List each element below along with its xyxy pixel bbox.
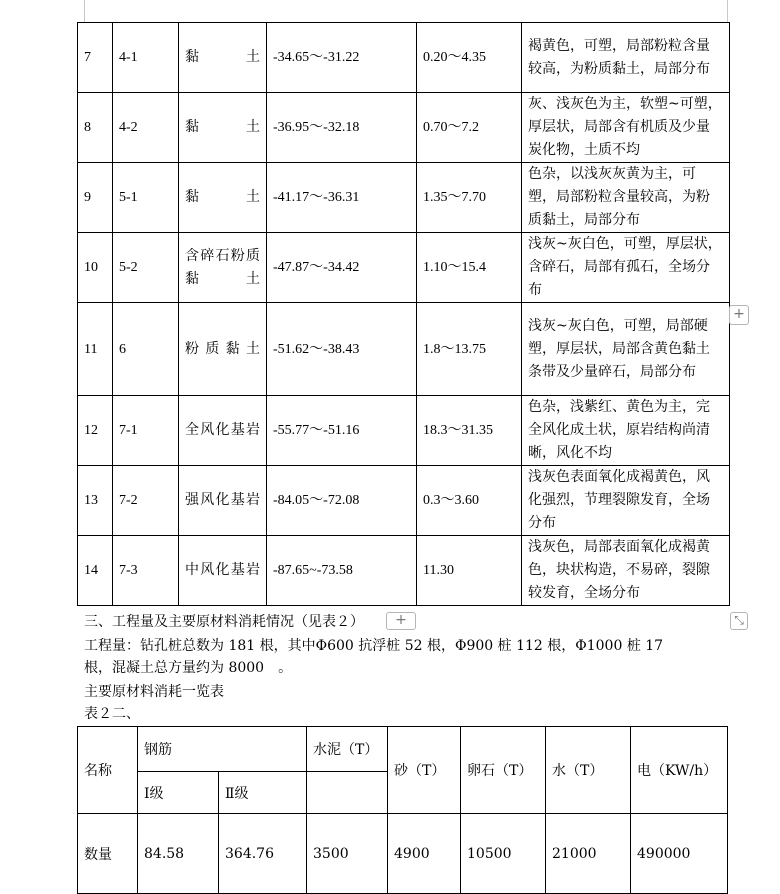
header-water: 水（T） bbox=[546, 727, 631, 814]
elevation-range: -51.62～-38.43 bbox=[267, 303, 417, 396]
layer-id: 5-2 bbox=[113, 233, 179, 303]
row-number: 9 bbox=[78, 163, 113, 233]
soil-description: 灰、浅灰色为主，软塑~可塑，厚层状，局部含有机质及少量炭化物，土质不均 bbox=[522, 93, 730, 163]
elevation-range: -47.87～-34.42 bbox=[267, 233, 417, 303]
soil-table-body bbox=[78, 23, 730, 606]
soil-description: 浅灰色，局部表面氧化成褐黄色，块状构造，不易碎，裂隙较发育，全场分布 bbox=[522, 536, 730, 606]
soil-name: 粉质黏土 bbox=[179, 303, 267, 396]
header-steel-grade1: Ⅰ级 bbox=[138, 772, 219, 814]
quantity-paragraph-line2: 根，混凝土总方量约为 8000 。 bbox=[84, 660, 293, 676]
row-number: 13 bbox=[78, 466, 113, 536]
value-cement: 3500 bbox=[307, 814, 388, 894]
row-number: 7 bbox=[78, 23, 113, 93]
soil-name: 中风化基岩 bbox=[179, 536, 267, 606]
soil-layer-table bbox=[77, 22, 730, 606]
soil-name: 全风化基岩 bbox=[179, 396, 267, 466]
table-row bbox=[78, 303, 730, 396]
header-steel: 钢筋 bbox=[138, 727, 307, 772]
soil-name: 黏土 bbox=[179, 23, 267, 93]
add-column-button[interactable]: + bbox=[386, 612, 416, 630]
table-row bbox=[78, 536, 730, 606]
soil-description: 浅灰~灰白色，可塑，局部硬塑，厚层状，局部含黄色黏土条带及少量碎石，局部分布 bbox=[522, 303, 730, 396]
value-sand: 4900 bbox=[388, 814, 461, 894]
thickness-range: 1.35～7.70 bbox=[417, 163, 522, 233]
layer-id: 6 bbox=[113, 303, 179, 396]
layer-id: 7-3 bbox=[113, 536, 179, 606]
row-number: 8 bbox=[78, 93, 113, 163]
material-table-caption: 主要原材料消耗一览表 bbox=[84, 684, 224, 700]
elevation-range: -41.17～-36.31 bbox=[267, 163, 417, 233]
value-water: 21000 bbox=[546, 814, 631, 894]
soil-description: 色杂，以浅灰灰黄为主，可塑，局部粉粒含量较高，为粉质黏土，局部分布 bbox=[522, 163, 730, 233]
thickness-range: 0.3～3.60 bbox=[417, 466, 522, 536]
layer-id: 4-1 bbox=[113, 23, 179, 93]
elevation-range: -55.77～-51.16 bbox=[267, 396, 417, 466]
soil-name: 强风化基岩 bbox=[179, 466, 267, 536]
elevation-range: -84.05～-72.08 bbox=[267, 466, 417, 536]
header-power: 电（KW/h） bbox=[631, 727, 728, 814]
material-consumption-table bbox=[77, 726, 728, 894]
elevation-range: -87.65~-73.58 bbox=[267, 536, 417, 606]
value-gravel: 10500 bbox=[461, 814, 546, 894]
header-steel-grade2: Ⅱ级 bbox=[219, 772, 307, 814]
thickness-range: 0.70～7.2 bbox=[417, 93, 522, 163]
table-row bbox=[78, 466, 730, 536]
thickness-range: 18.3～31.35 bbox=[417, 396, 522, 466]
header-sand: 砂（T） bbox=[388, 727, 461, 814]
layer-id: 7-1 bbox=[113, 396, 179, 466]
table-row bbox=[78, 233, 730, 303]
table-row bbox=[78, 23, 730, 93]
row-label-quantity: 数量 bbox=[78, 814, 138, 894]
soil-description: 浅灰~灰白色，可塑，厚层状，含碎石，局部有孤石，全场分布 bbox=[522, 233, 730, 303]
layer-id: 5-1 bbox=[113, 163, 179, 233]
value-steel-grade2: 364.76 bbox=[219, 814, 307, 894]
table-number-label: 表２二、 bbox=[84, 706, 140, 722]
section-heading: 三、工程量及主要原材料消耗情况（见表２） bbox=[84, 614, 364, 630]
thickness-range: 0.20～4.35 bbox=[417, 23, 522, 93]
soil-description: 色杂，浅紫红、黄色为主，完全风化成土状，原岩结构尚清晰，风化不均 bbox=[522, 396, 730, 466]
thickness-range: 11.30 bbox=[417, 536, 522, 606]
layer-id: 7-2 bbox=[113, 466, 179, 536]
header-cement: 水泥（T） bbox=[307, 727, 388, 772]
table-row bbox=[78, 163, 730, 233]
header-cement-sub bbox=[307, 772, 388, 814]
soil-name: 含碎石粉质黏土 bbox=[179, 233, 267, 303]
soil-name: 黏土 bbox=[179, 93, 267, 163]
elevation-range: -36.95～-32.18 bbox=[267, 93, 417, 163]
quantity-paragraph-line1: 工程量：钻孔桩总数为 181 根，其中Φ600 抗浮桩 52 根，Φ900 桩 112 根，Φ1000 桩 17 bbox=[84, 638, 664, 654]
row-number: 11 bbox=[78, 303, 113, 396]
thickness-range: 1.10～15.4 bbox=[417, 233, 522, 303]
margin-guide-left bbox=[84, 0, 85, 22]
soil-name: 黏土 bbox=[179, 163, 267, 233]
table-resize-handle[interactable]: ⤡ bbox=[730, 612, 748, 630]
header-gravel: 卵石（T） bbox=[461, 727, 546, 814]
table-row bbox=[78, 396, 730, 466]
header-name: 名称 bbox=[78, 727, 138, 814]
add-row-button[interactable]: + bbox=[729, 305, 749, 325]
row-number: 10 bbox=[78, 233, 113, 303]
elevation-range: -34.65～-31.22 bbox=[267, 23, 417, 93]
margin-guide-right bbox=[727, 0, 728, 22]
row-number: 14 bbox=[78, 536, 113, 606]
value-steel-grade1: 84.58 bbox=[138, 814, 219, 894]
table-row bbox=[78, 93, 730, 163]
layer-id: 4-2 bbox=[113, 93, 179, 163]
soil-description: 褐黄色，可塑，局部粉粒含量较高，为粉质黏土，局部分布 bbox=[522, 23, 730, 93]
thickness-range: 1.8～13.75 bbox=[417, 303, 522, 396]
row-number: 12 bbox=[78, 396, 113, 466]
soil-description: 浅灰色表面氧化成褐黄色，风化强烈，节理裂隙发育，全场分布 bbox=[522, 466, 730, 536]
value-power: 490000 bbox=[631, 814, 728, 894]
